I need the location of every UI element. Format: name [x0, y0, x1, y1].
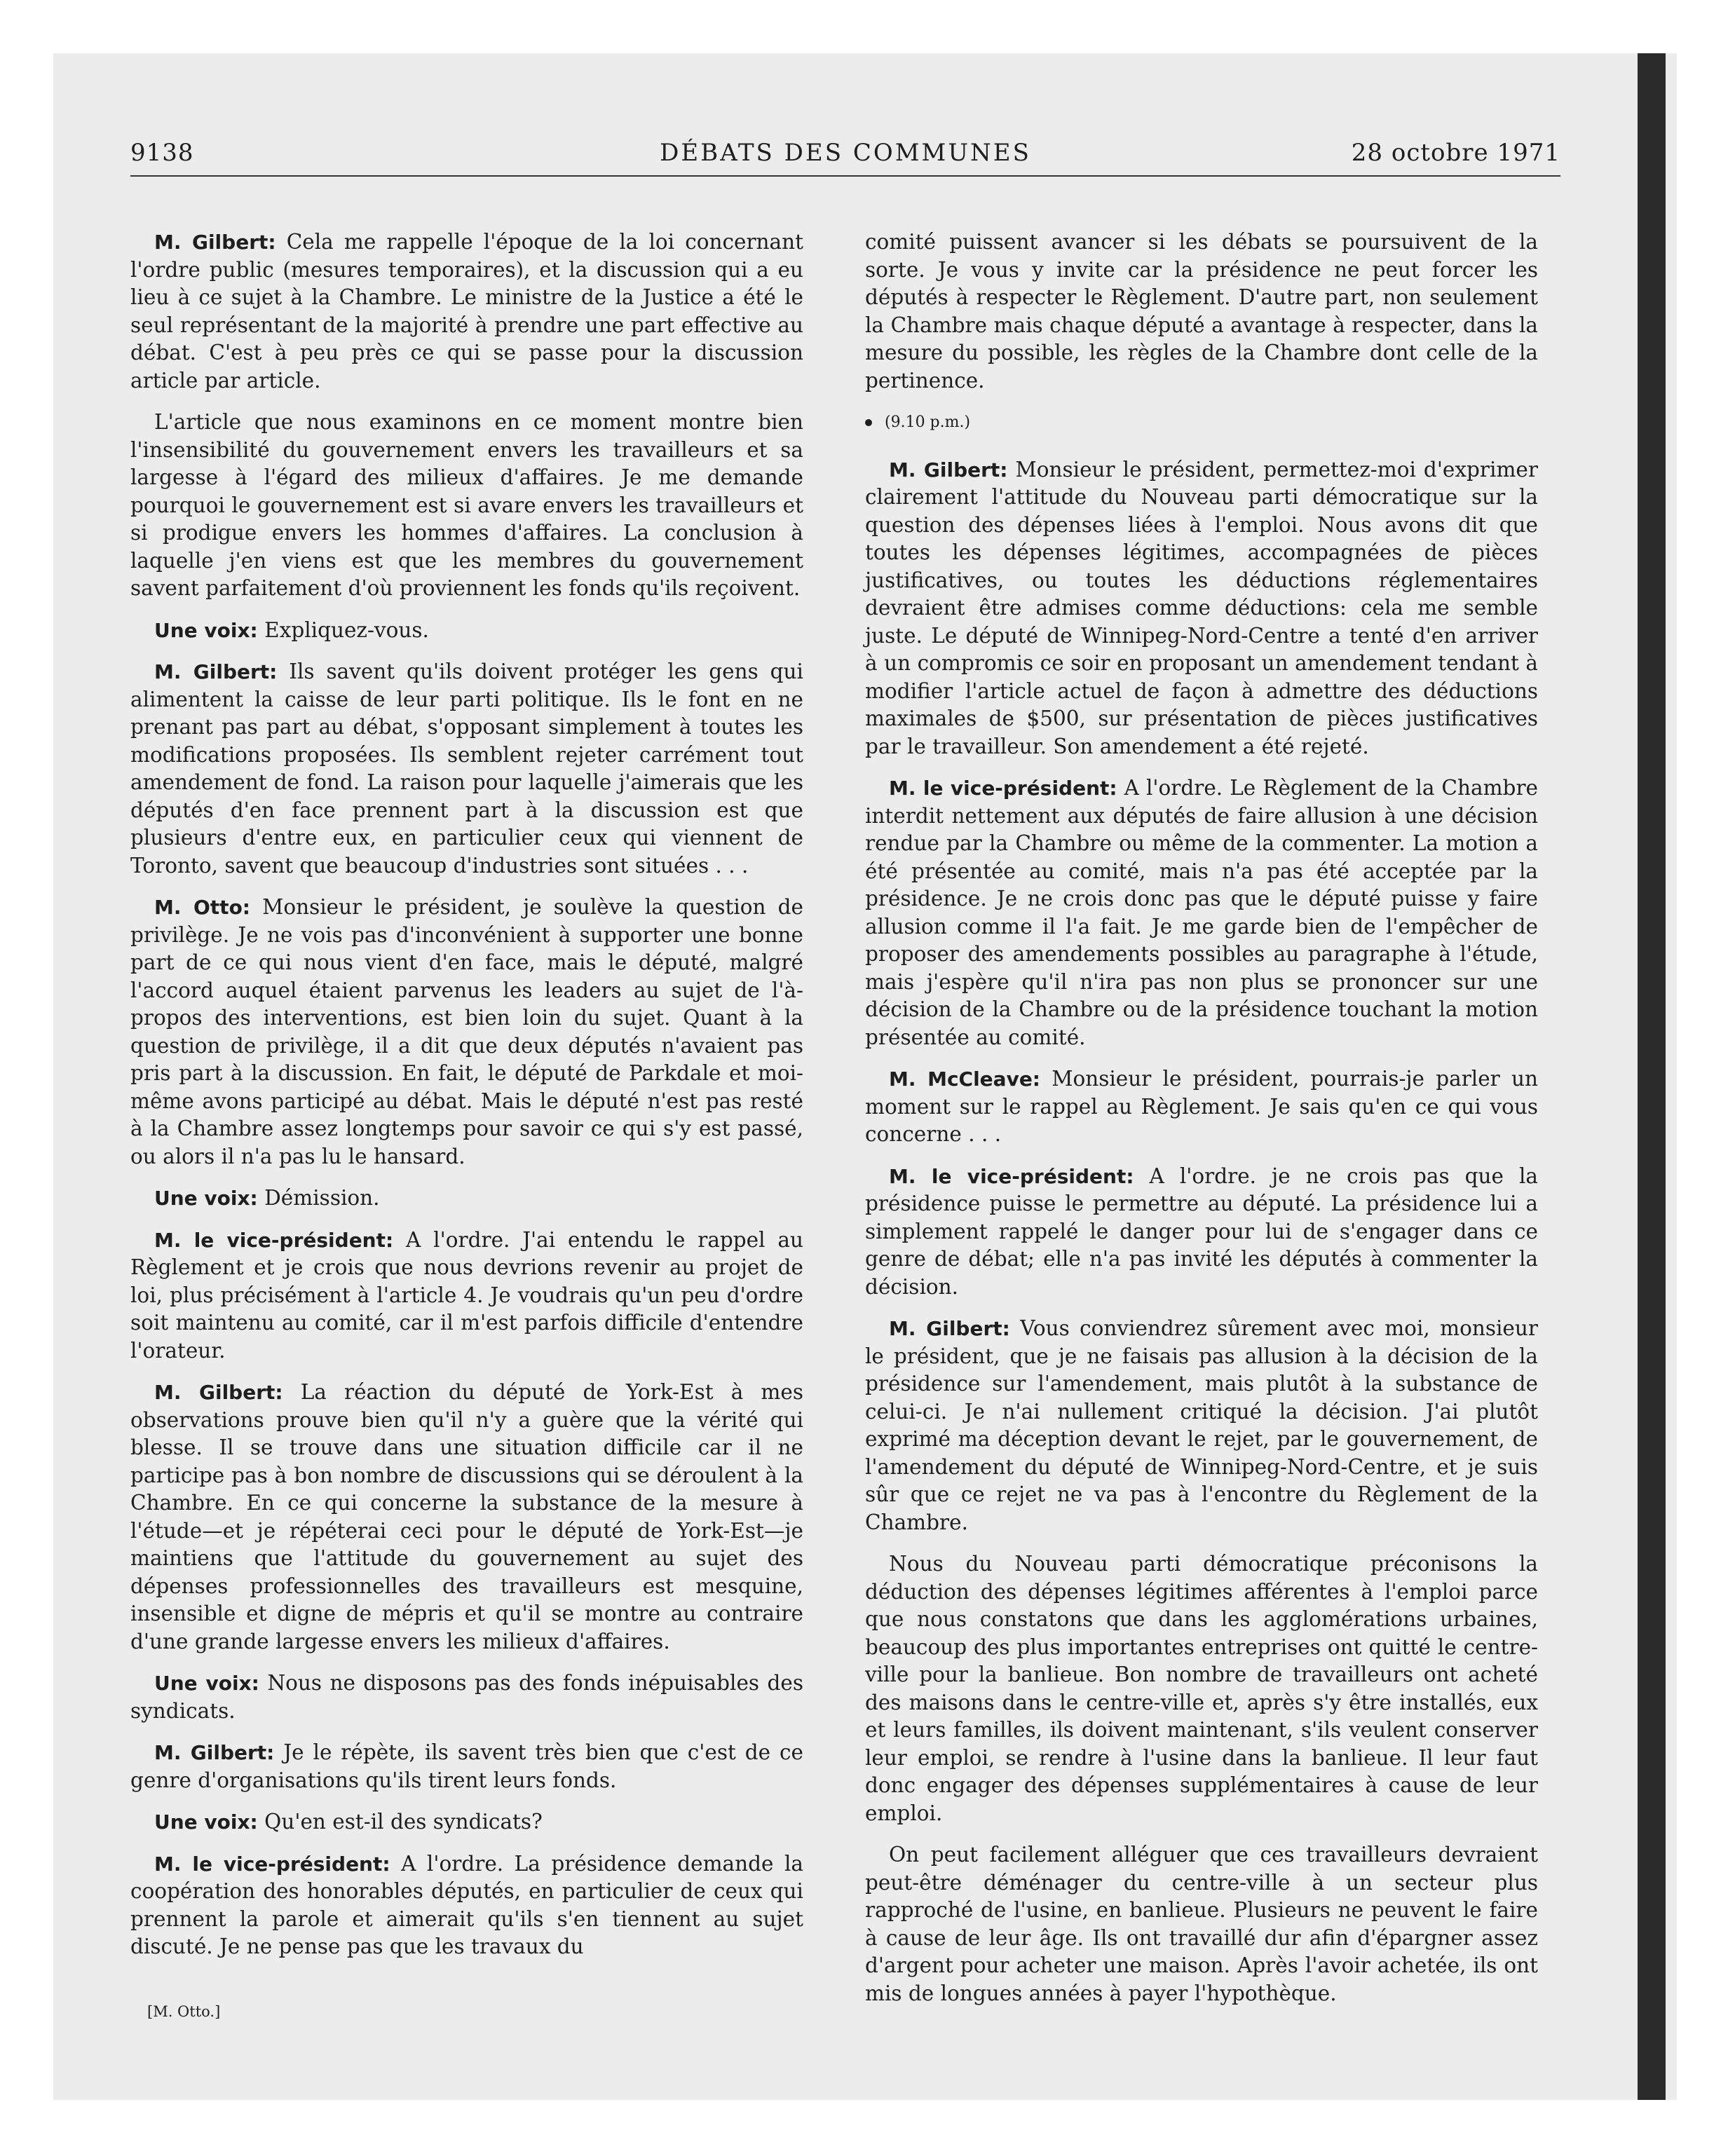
speech-text: Je le répète, ils savent très bien que c'est de ce genre d'organisations qu'ils tirent leurs fonds. — [130, 1740, 803, 1792]
paragraph — [130, 228, 803, 395]
speech-text: Ils savent qu'ils doivent protéger les gens qui alimentent la caisse de leur parti politique. Ils le font en ne prenant pas part au débat, s'opposant simplement à toutes les modifications proposées. Ils semblent rejeter carrément tout amendement de fond. La raison pour laquelle j'aimerais que les députés d'en face prennent part à la discussion est que plusieurs d'entre eux, en particulier ceux qui viennent de Toronto, savent que beaucoup d'industries sont situées . . . — [130, 660, 803, 878]
speech-text: Expliquez-vous. — [264, 618, 429, 642]
scan-edge — [1638, 53, 1666, 2100]
paragraph — [865, 1315, 1538, 1536]
speaker-label: M. Gilbert: — [154, 1741, 275, 1764]
paragraph — [865, 1550, 1538, 1827]
time-marker — [865, 409, 1538, 437]
right-column — [865, 228, 1538, 2021]
speech-text: A l'ordre. J'ai entendu le rappel au Règlement et je crois que nous devrions revenir au projet de loi, plus précisément à l'article 4. Je voudrais qu'un peu d'ordre soit maintenu au comité, car il m'est parfois difficile d'entendre l'orateur. — [130, 1227, 803, 1363]
speaker-label: M. Gilbert: — [889, 1317, 1010, 1340]
speech-text: Cela me rappelle l'époque de la loi concernant l'ordre public (mesures temporaires), et la discussion qui a eu lieu à ce sujet à la Chambre. Le ministre de la Justice a été le seul représentant de la majorité à prendre une part effective au débat. C'est à peu près ce qui se passe pour la discussion article par article. — [130, 230, 804, 393]
page-number: 9138 — [130, 139, 194, 167]
speaker-label: M. le vice-président: — [889, 1164, 1134, 1188]
paragraph — [130, 1185, 803, 1213]
page-header — [130, 137, 1560, 177]
speech-text: Vous conviendrez sûrement avec moi, monsieur le président, que je ne faisais pas allusion à la décision de la présidence sur l'amendement, mais plutôt à la substance de celui-ci. Je n'ai nullement critiqué la décision. J'ai plutôt exprimé ma déception devant le rejet, par le gouvernement, de l'amendement du député de Winnipeg-Nord-Centre, et je suis sûr que ce rejet ne va pas à l'encontre du Règlement de la Chambre. — [865, 1316, 1538, 1534]
paragraph — [865, 1065, 1538, 1149]
speaker-label: M. McCleave: — [889, 1067, 1041, 1091]
speaker-label: M. le vice-président: — [154, 1228, 394, 1252]
paragraph — [865, 228, 1538, 395]
speech-text: Démission. — [264, 1186, 380, 1210]
time-text: (9.10 p.m.) — [885, 414, 971, 431]
paragraph — [130, 894, 803, 1171]
speaker-label: M. Otto: — [154, 896, 250, 919]
paragraph — [130, 1808, 803, 1836]
speaker-label: Une voix: — [154, 1672, 259, 1695]
speech-text: Qu'en est-il des syndicats? — [264, 1810, 543, 1834]
speech-text: A l'ordre. La présidence demande la coopération des honorables députés, en particulier de ceux qui prennent la parole et aimerait qu'ils s'en tiennent au sujet discuté. Je ne pense pas que les travaux du — [130, 1851, 804, 1958]
page-date: 28 octobre 1971 — [1351, 139, 1560, 167]
speech-text: Monsieur le président, je soulève la question de privilège. Je ne vois pas d'inconvénient à supporter une bonne part de ce qui nous vient d'en face, mais le député, malgré l'accord auquel étaient parvenus les leaders au sujet de l'à-propos des interventions, est bien loin du sujet. Quant à la question de privilège, il a dit que deux députés n'avaient pas pris part à la discussion. En fait, le député de Parkdale et moi-même avons participé au débat. Mais le député n'est pas resté à la Chambre assez longtemps pour savoir ce qui s'y est passé, ou alors il n'a pas lu le hansard. — [130, 895, 803, 1168]
speech-text: L'article que nous examinons en ce moment montre bien l'insensibilité du gouvernement envers les travailleurs et sa largesse à l'égard des milieux d'affaires. Je me demande pourquoi le gouvernement est si avare envers les travailleurs et si prodigue envers les hommes d'affaires. La conclusion à laquelle j'en viens est que les membres du gouvernement savent parfaitement d'où proviennent les fonds qu'ils reçoivent. — [130, 410, 803, 600]
speaker-label: Une voix: — [154, 1810, 258, 1834]
paragraph — [130, 1850, 803, 1961]
paragraph — [130, 1379, 803, 1656]
speaker-label: M. Gilbert: — [154, 231, 276, 254]
speech-text: Monsieur le président, permettez-moi d'exprimer clairement l'attitude du Nouveau parti démocratique sur la question des dépenses liées à l'emploi. Nous avons dit que toutes les dépenses légitimes, accompagnées de pièces justificatives, ou toutes les déductions réglementaires devraient être admises comme déductions: cela me semble juste. Le député de Winnipeg-Nord-Centre a tenté d'en arriver à un compromis ce soir en proposant un amendement tendant à modifier l'article actuel de façon à admettre des déductions maximales de $500, sur présentation de pièces justificatives par le travailleur. Son amendement a été rejeté. — [865, 457, 1538, 758]
paragraph — [130, 658, 803, 880]
left-column — [130, 228, 803, 1975]
speaker-label: Une voix: — [154, 1187, 258, 1210]
paragraph — [865, 1841, 1538, 2007]
footnote: [M. Otto.] — [147, 2003, 221, 2020]
paragraph — [130, 1670, 803, 1725]
speaker-label: M. le vice-président: — [154, 1852, 390, 1876]
bullet-icon — [865, 419, 872, 426]
speaker-label: Une voix: — [154, 618, 258, 642]
speech-text: Nous du Nouveau parti démocratique préconisons la déduction des dépenses légitimes afférentes à l'emploi parce que nous constatons que dans les agglomérations urbaines, beaucoup des plus importantes entreprises ont quitté le centre-ville pour la banlieue. Bon nombre de travailleurs ont acheté des maisons dans le centre-ville et, après s'y être installés, eux et leurs familles, ils doivent maintenant, s'ils veulent conserver leur emploi, se rendre à l'usine dans la banlieue. Il leur faut donc engager des dépenses supplémentaires à cause de leur emploi. — [865, 1552, 1538, 1825]
paragraph — [130, 409, 803, 603]
paragraph — [865, 775, 1538, 1051]
speech-text: A l'ordre. je ne crois pas que la présidence puisse le permettre au député. La présidence lui a simplement rappelé le danger pour lui de s'engager dans ce genre de débat; elle n'a pas invité les députés à commenter la décision. — [865, 1164, 1538, 1299]
speaker-label: M. Gilbert: — [154, 660, 278, 683]
speech-text: comité puissent avancer si les débats se poursuivent de la sorte. Je vous y invite car la présidence ne peut forcer les députés à respecter le Règlement. D'autre part, non seulement la Chambre mais chaque député a avantage à respecter, dans la mesure du possible, les règles de la Chambre dont celle de la pertinence. — [865, 230, 1538, 393]
page-title: DÉBATS DES COMMUNES — [660, 139, 1031, 167]
paragraph — [130, 617, 803, 645]
speech-text: Monsieur le président, pourrais-je parler un moment sur le rappel au Règlement. Je sais qu'en ce qui vous concerne . . . — [865, 1067, 1538, 1146]
speaker-label: M. Gilbert: — [154, 1381, 283, 1404]
paragraph — [130, 1227, 803, 1365]
paragraph — [865, 1163, 1538, 1302]
paragraph — [865, 456, 1538, 761]
paragraph — [130, 1739, 803, 1794]
speech-text: La réaction du député de York-Est à mes observations prouve bien qu'il n'y a guère que la vérité qui blesse. Il se trouve dans une situation difficile car il ne participe pas à bon nombre de discussions qui se déroulent à la Chambre. En ce qui concerne la substance de la mesure à l'étude—et je répéterai ceci pour le député de York-Est—je maintiens que l'attitude du gouvernement au sujet des dépenses professionnelles des travailleurs est mesquine, insensible et digne de mépris et qu'il se montre au contraire d'une grande largesse envers les milieux d'affaires. — [130, 1380, 803, 1653]
speaker-label: M. Gilbert: — [889, 458, 1008, 482]
speech-text: On peut facilement alléguer que ces travailleurs devraient peut-être déménager du centre-ville à un secteur plus rapproché de l'usine, en banlieue. Plusieurs ne peuvent le faire à cause de leur âge. Ils ont travaillé dur afin d'épargner assez d'argent pour acheter une maison. Après l'avoir achetée, ils ont mis de longues années à payer l'hypothèque. — [865, 1843, 1538, 2005]
speech-text: Nous ne disposons pas des fonds inépuisables des syndicats. — [130, 1671, 803, 1723]
speaker-label: M. le vice-président: — [889, 777, 1117, 800]
speech-text: A l'ordre. Le Règlement de la Chambre interdit nettement aux députés de faire allusion à une décision rendue par la Chambre ou même de la commenter. La motion a été présentée au comité, mais n'a pas été acceptée par la présidence. Je ne crois donc pas que le député puisse y faire allusion comme il l'a fait. Je me garde bien de l'empêcher de proposer des amendements possibles au paragraphe à l'étude, mais j'espère qu'il n'ira pas non plus se prononcer sur une décision de la Chambre ou de la présidence touchant la motion présentée au comité. — [865, 776, 1539, 1049]
